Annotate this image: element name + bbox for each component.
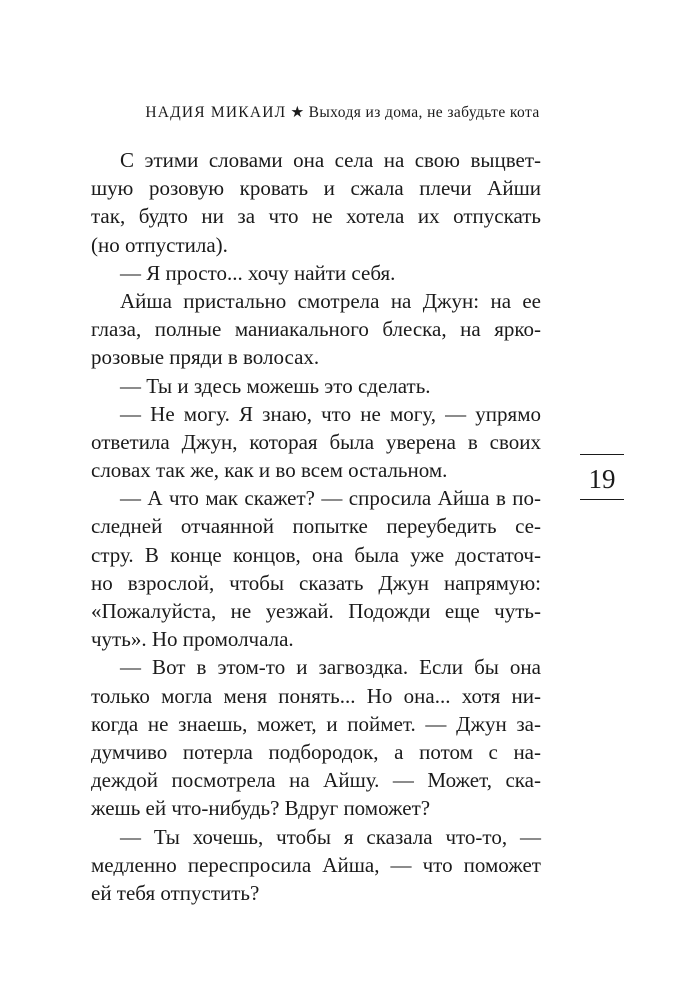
text-line: деждой посмотрела на Айшу. — Может, ска- xyxy=(91,768,541,793)
text-line: — Вот в этом-то и загвоздка. Если бы она xyxy=(120,655,541,680)
text-line: шую розовую кровать и сжала плечи Айши xyxy=(91,176,541,201)
text-line: словах так же, как и во всем остальном. xyxy=(91,458,448,483)
running-head xyxy=(60,103,625,122)
page-number: 19 xyxy=(588,464,616,494)
page-number-bottom-rule xyxy=(580,499,624,500)
text-line: — Ты и здесь можешь это сделать. xyxy=(120,373,431,398)
running-head-author: НАДИЯ МИКАИЛ xyxy=(145,104,287,121)
text-line: думчиво потерла подбородок, а потом с на- xyxy=(91,739,541,764)
text-line: когда не знаешь, может, и поймет. — Джун за- xyxy=(91,711,541,736)
text-line: — Ты хочешь, чтобы я сказала что-то, — xyxy=(120,824,541,849)
text-line: чуть». Но промолчала. xyxy=(91,627,294,652)
text-line: — Не могу. Я знаю, что не могу, — упрямо xyxy=(120,401,541,426)
text-line: но взрослой, чтобы сказать Джун напрямую: xyxy=(91,570,541,595)
text-line: глаза, полные маниакального блеска, на ярко- xyxy=(91,317,541,342)
text-line: (но отпустила). xyxy=(91,232,228,257)
running-head-book-title: Выходя из дома, не забудьте кота xyxy=(308,104,540,121)
text-line: С этими словами она села на свою выцвет- xyxy=(120,148,541,172)
text-line: жешь ей что-нибудь? Вдруг поможет? xyxy=(91,796,431,821)
text-line: стру. В конце концов, она была уже достаточ- xyxy=(91,542,541,567)
body-text xyxy=(91,146,541,907)
text-line: — Я просто... хочу найти себя. xyxy=(120,260,396,285)
text-line: Айша пристально смотрела на Джун: на ее xyxy=(120,288,541,313)
text-line: медленно переспросила Айша, — что поможет xyxy=(91,852,541,877)
text-line: «Пожалуйста, не уезжай. Подожди еще чуть- xyxy=(91,599,541,623)
text-line: следней отчаянной попытке переубедить се- xyxy=(91,514,541,539)
text-line: — А что мак скажет? — спросила Айша в по- xyxy=(120,486,541,511)
text-line: ответила Джун, которая была уверена в своих xyxy=(91,429,541,454)
page-number-box xyxy=(580,454,624,500)
text-line: так, будто ни за что не хотела их отпускать xyxy=(91,204,541,229)
text-line: только могла меня понять... Но она... хотя ни- xyxy=(91,683,541,708)
text-line: ей тебя отпустить? xyxy=(91,880,260,905)
text-line: розовые пряди в волосах. xyxy=(91,345,320,370)
star-icon: ★ xyxy=(290,104,305,121)
